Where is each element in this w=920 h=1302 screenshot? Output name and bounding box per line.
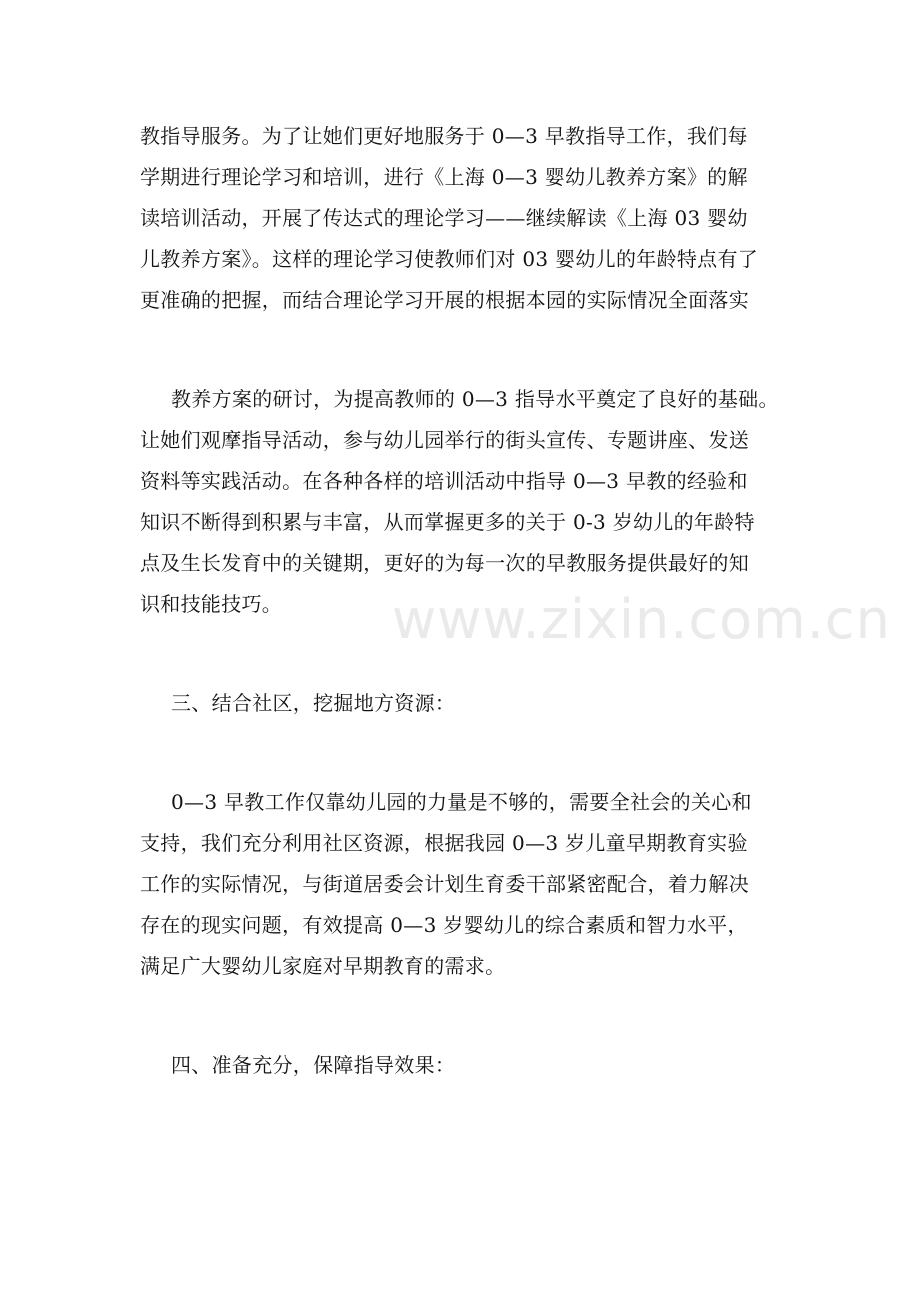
text-line: 满足广大婴幼儿家庭对早期教育的需求。	[140, 954, 506, 978]
text-line: 更准确的把握，而结合理论学习开展的根据本园的实际情况全面落实	[140, 288, 749, 312]
text-line: 工作的实际情况，与街道居委会计划生育委干部紧密配合，着力解决	[140, 872, 749, 896]
text-line: 儿教养方案》。这样的理论学习使教师们对 03 婴幼儿的年龄特点有了	[140, 247, 759, 271]
text-line: 0—3 早教工作仅靠幼儿园的力量是不够的，需要全社会的关心和	[171, 790, 752, 814]
text-line: 让她们观摩指导活动，参与幼儿园举行的街头宣传、专题讲座、发送	[140, 428, 749, 452]
text-line: 资料等实践活动。在各种各样的培训活动中指导 0—3 早教的经验和	[140, 469, 748, 493]
text-line: 学期进行理论学习和培训，进行《上海 0—3 婴幼儿教养方案》的解	[140, 165, 748, 189]
paragraph-training	[140, 116, 790, 321]
heading-text: 三、结合社区，挖掘地方资源：	[171, 691, 456, 715]
text-line: 教养方案的研讨，为提高教师的 0—3 指导水平奠定了良好的基础。	[171, 387, 779, 411]
section-heading-3	[140, 683, 790, 724]
text-line: 支持，我们充分利用社区资源，根据我园 0—3 岁儿童早期教育实验	[140, 831, 748, 855]
text-line: 存在的现实问题，有效提高 0—3 岁婴幼儿的综合素质和智力水平，	[140, 913, 748, 937]
text-line: 点及生长发育中的关键期，更好的为每一次的早教服务提供最好的知	[140, 551, 749, 575]
text-line: 教指导服务。为了让她们更好地服务于 0—3 早教指导工作，我们每	[140, 124, 748, 148]
heading-text: 四、准备充分，保障指导效果：	[171, 1053, 456, 1077]
text-line: 识和技能技巧。	[140, 592, 283, 616]
paragraph-community	[140, 782, 790, 987]
document-page	[140, 116, 790, 1086]
paragraph-practice	[140, 379, 790, 625]
text-line: 知识不断得到积累与丰富，从而掌握更多的关于 0-3 岁幼儿的年龄特	[140, 510, 755, 534]
text-line: 读培训活动，开展了传达式的理论学习——继续解读《上海 03 婴幼	[140, 206, 748, 230]
section-heading-4	[140, 1045, 790, 1086]
watermark-text: www.zixin.com.cn	[392, 588, 891, 651]
